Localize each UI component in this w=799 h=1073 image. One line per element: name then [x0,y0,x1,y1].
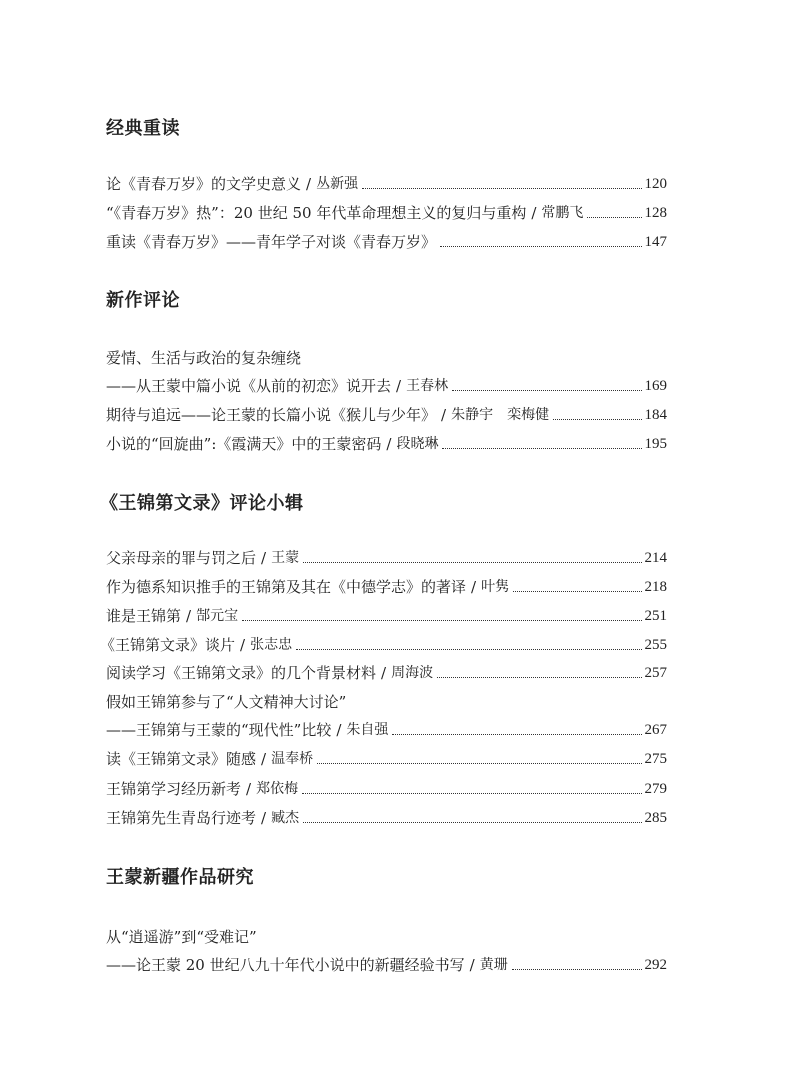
entry-title: “《青春万岁》热”：20 世纪 50 年代革命理想主义的复归与重构 [106,204,527,222]
separator: / [441,406,447,424]
separator: / [306,175,312,193]
toc-entry[interactable] [106,806,667,830]
entry-author: 叶隽 [481,579,510,595]
section-title: 新作评论 [106,290,180,311]
entry-author: 常鹏飞 [541,205,584,221]
toc-entry[interactable] [106,201,667,225]
dot-leader [303,562,641,563]
entry-author: 张志忠 [250,637,293,653]
entry-title-line1[interactable]: 爱情、生活与政治的复杂缠绕 [106,349,302,367]
toc-entry[interactable] [106,432,667,456]
toc-entry[interactable] [106,172,667,196]
entry-title: 读《王锦第文录》随感 [106,750,257,768]
entry-page-number: 251 [644,608,667,624]
separator: / [186,607,192,625]
separator: / [396,377,402,395]
separator: / [261,809,267,827]
dot-leader [553,419,641,420]
dot-leader [296,649,641,650]
entry-page-number: 128 [644,205,667,221]
entry-title-line1[interactable]: 假如王锦第参与了“人文精神大讨论” [106,693,347,711]
dot-leader [587,217,641,218]
entry-author: 黄珊 [479,957,508,973]
toc-entry[interactable] [106,604,667,628]
dot-leader [362,188,641,189]
separator: / [469,956,475,974]
section-title: 经典重读 [106,118,180,139]
toc-entry[interactable] [106,747,667,771]
entry-title: 王锦第学习经历新考 [106,780,242,798]
entry-page-number: 214 [644,550,667,566]
entry-title: 作为德系知识推手的王锦第及其在《中德学志》的著译 [106,578,467,596]
entry-page-number: 147 [644,234,667,250]
entry-author: 段晓琳 [396,436,439,452]
entry-title: ——从王蒙中篇小说《从前的初恋》说开去 [106,377,392,395]
entry-title: 阅读学习《王锦第文录》的几个背景材料 [106,664,377,682]
dot-leader [452,390,641,391]
entry-page-number: 279 [644,781,667,797]
dot-leader [513,591,641,592]
dot-leader [303,822,641,823]
separator: / [386,435,392,453]
toc-entry[interactable] [106,777,667,801]
toc-entry[interactable] [106,403,667,427]
entry-title: 谁是王锦第 [106,607,182,625]
entry-page-number: 218 [644,579,667,595]
entry-author: 郑依梅 [256,781,299,797]
entry-author: 臧杰 [271,810,300,826]
entry-page-number: 285 [644,810,667,826]
dot-leader [440,246,641,247]
entry-title: ——王锦第与王蒙的“现代性”比较 [106,721,332,739]
entry-author: 王蒙 [271,550,300,566]
toc-entry[interactable] [106,230,667,254]
entry-title: 重读《青春万岁》——青年学子对谈《青春万岁》 [106,233,437,251]
entry-page-number: 120 [644,176,667,192]
toc-entry[interactable] [106,718,667,742]
separator: / [246,780,252,798]
entry-title: 论《青春万岁》的文学史意义 [106,175,302,193]
entry-author: 朱静宇 栾梅健 [451,407,550,423]
entry-title: ——论王蒙 20 世纪八九十年代小说中的新疆经验书写 [106,956,465,974]
separator: / [381,664,387,682]
entry-title: 期待与追远——论王蒙的长篇小说《猴儿与少年》 [106,406,437,424]
entry-author: 朱自强 [346,722,389,738]
entry-page-number: 292 [644,957,667,973]
entry-title-line1[interactable]: 从“逍遥游”到“受难记” [106,928,257,946]
entry-author: 王春林 [406,378,449,394]
dot-leader [242,620,641,621]
entry-title: 父亲母亲的罪与罚之后 [106,549,257,567]
entry-title: 小说的“回旋曲”:《霞满天》中的王蒙密码 [106,435,382,453]
separator: / [240,636,246,654]
toc-entry[interactable] [106,374,667,398]
toc-entry[interactable] [106,575,667,599]
separator: / [261,549,267,567]
section-title: 王蒙新疆作品研究 [106,867,254,888]
separator: / [471,578,477,596]
entry-page-number: 267 [644,722,667,738]
section-title: 《王锦第文录》评论小辑 [100,493,304,514]
dot-leader [317,763,641,764]
entry-page-number: 184 [644,407,667,423]
toc-entry[interactable] [100,633,667,657]
dot-leader [442,448,641,449]
entry-author: 周海波 [391,665,434,681]
dot-leader [437,677,641,678]
entry-author: 丛新强 [316,176,359,192]
dot-leader [512,969,642,970]
dot-leader [392,734,641,735]
entry-page-number: 169 [644,378,667,394]
entry-title: 王锦第先生青岛行迹考 [106,809,257,827]
entry-page-number: 275 [644,751,667,767]
entry-author: 郜元宝 [196,608,239,624]
separator: / [261,750,267,768]
entry-title: 《王锦第文录》谈片 [100,636,236,654]
entry-page-number: 255 [644,637,667,653]
toc-entry[interactable] [106,661,667,685]
entry-author: 温奉桥 [271,751,314,767]
dot-leader [302,793,641,794]
separator: / [336,721,342,739]
entry-page-number: 195 [644,436,667,452]
toc-entry[interactable] [106,953,667,977]
separator: / [531,204,537,222]
entry-page-number: 257 [644,665,667,681]
toc-entry[interactable] [106,546,667,570]
